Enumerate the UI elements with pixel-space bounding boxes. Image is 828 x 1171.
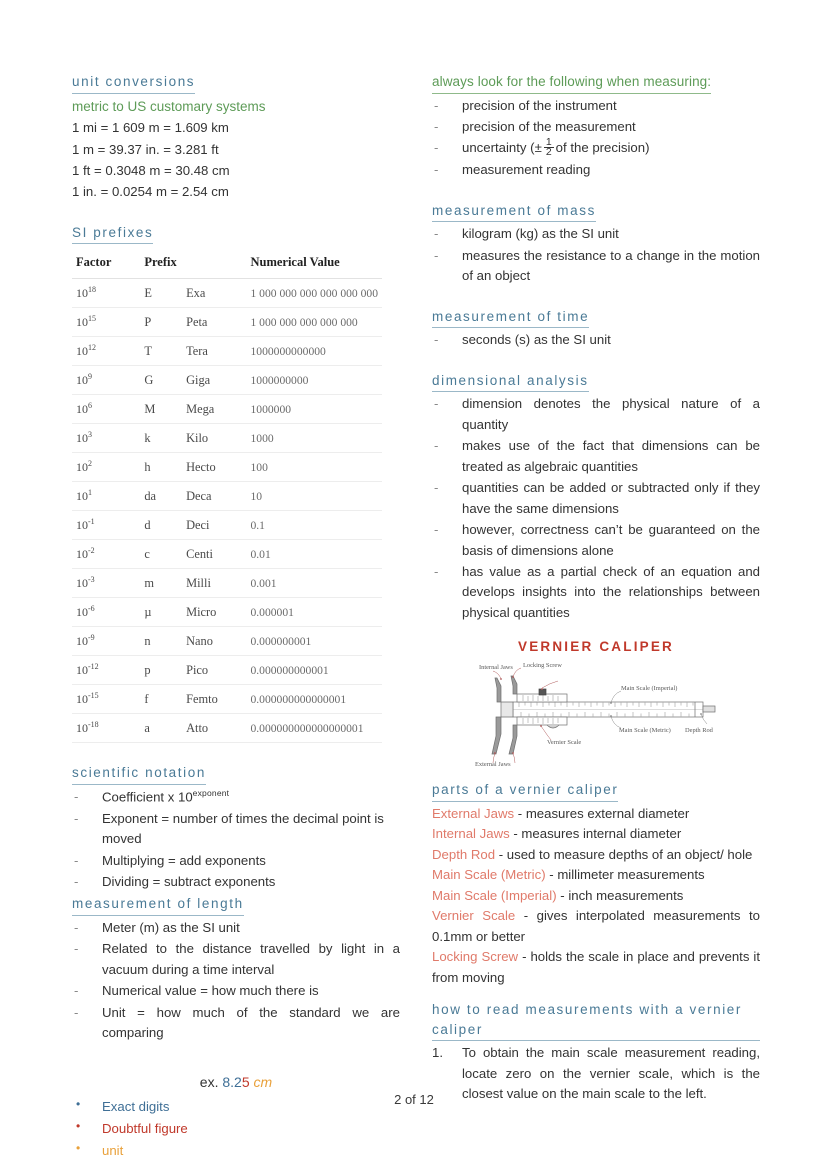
example-unit: cm (249, 1073, 273, 1090)
cell-symbol: k (140, 424, 182, 453)
cell-factor: $10^{-3}$ (72, 569, 140, 598)
table-row (72, 685, 382, 714)
list-item: - makes use of the fact that dimensions can be treated as algebraic quantities (432, 436, 760, 477)
cell-numerical-value: 0.01 (246, 540, 382, 569)
cell-numerical-value: 1000 (246, 424, 382, 453)
legend-item-exact-digits: • Exact digits (72, 1096, 400, 1117)
cell-symbol: m (140, 569, 182, 598)
cell-factor: $10^{-12}$ (72, 656, 140, 685)
heading-measurement-of-mass: measurement of mass (432, 201, 596, 223)
part-name: Depth Rod (432, 846, 496, 862)
list-item: - Numerical value = how much there is (72, 981, 400, 1001)
list-item: - precision of the measurement (432, 117, 760, 137)
cell-factor: $10^9$ (72, 366, 140, 395)
part-entry (432, 824, 760, 844)
section-si-prefixes (72, 223, 400, 744)
part-description: - millimeter measurements (545, 867, 705, 883)
list-item: - measures the resistance to a change in the motion of an object (432, 246, 760, 287)
table-row (72, 569, 382, 598)
scientific-notation-list (72, 787, 400, 893)
uncertainty-suffix: of the precision) (555, 140, 650, 156)
cell-prefix: Pico (182, 656, 246, 685)
cell-numerical-value: 0.000000000000000001 (246, 714, 382, 743)
part-name: Vernier Scale (432, 908, 516, 924)
cell-numerical-value: 0.001 (246, 569, 382, 598)
cell-factor: $10^1$ (72, 482, 140, 511)
example-measurement (72, 1074, 400, 1090)
part-entry (432, 886, 760, 906)
two-column-layout (72, 72, 760, 1162)
cell-symbol: d (140, 511, 182, 540)
cell-prefix: Atto (182, 714, 246, 743)
list-item-uncertainty (432, 135, 760, 159)
cell-numerical-value: 0.000000001 (246, 627, 382, 656)
part-description: - measures internal diameter (509, 826, 682, 842)
cell-factor: $10^{-6}$ (72, 598, 140, 627)
always-look-list (432, 96, 760, 181)
list-item: - kilogram (kg) as the SI unit (432, 224, 760, 244)
fraction-numerator: 1 (545, 135, 552, 148)
cell-numerical-value: 1 000 000 000 000 000 000 (246, 279, 382, 308)
list-item: - Related to the distance travelled by light in a vacuum during a time interval (72, 939, 400, 980)
part-description: - inch measurements (556, 887, 684, 903)
section-parts-of-vernier-caliper (432, 780, 760, 988)
list-item: - quantities can be added or subtracted only if they have the same dimensions (432, 478, 760, 519)
spacer (72, 205, 400, 223)
cell-symbol: f (140, 685, 182, 714)
heading-measurement-of-time: measurement of time (432, 307, 589, 329)
fraction-denominator: 2 (545, 146, 552, 159)
conversion-line: 1 ft = 0.3048 m = 30.48 cm (72, 162, 230, 178)
section-always-look-for (432, 72, 760, 181)
caliper-label-internal-jaws: Internal Jaws (479, 664, 513, 672)
cell-symbol: a (140, 714, 182, 743)
part-entry (432, 865, 760, 885)
example-doubtful-figure: 5 (241, 1073, 250, 1090)
part-entry (432, 804, 760, 824)
part-entry (432, 845, 760, 865)
cell-prefix: Tera (182, 337, 246, 366)
list-item: - however, correctness can’t be guaranteed on the basis of dimensions alone (432, 520, 760, 561)
list-item: - has value as a partial check of an equation and develops insights into the relationships between physical quantities (432, 562, 760, 623)
cell-numerical-value: 10 (246, 482, 382, 511)
subheading-metric-to-us: metric to US customary systems (72, 98, 266, 114)
section-dimensional-analysis (432, 371, 760, 624)
heading-unit-conversions: unit conversions (72, 72, 195, 94)
column-header-numerical-value: Numerical Value (246, 252, 382, 279)
page-footer: 2 of 12 (394, 1092, 434, 1107)
part-entry (432, 947, 760, 988)
spacer (432, 183, 760, 201)
caliper-label-main-scale-metric: Main Scale (Metric) (619, 727, 671, 735)
cell-factor: $10^{-15}$ (72, 685, 140, 714)
cell-numerical-value: 1000000 (246, 395, 382, 424)
cell-symbol: p (140, 656, 182, 685)
list-item: To obtain the main scale measurement reading, locate zero on the vernier scale, which is the closest value on the main scale to the left. (462, 1045, 760, 1102)
column-header-prefix: Prefix (140, 252, 182, 279)
cell-factor: $10^2$ (72, 453, 140, 482)
list-item: - Exponent = number of times the decimal point is moved (72, 809, 400, 850)
measurement-of-mass-list (432, 224, 760, 286)
list-item: - Meter (m) as the SI unit (72, 918, 400, 938)
caliper-illustration (471, 662, 721, 770)
si-prefixes-table (72, 252, 382, 743)
right-column (432, 72, 760, 1162)
heading-parts-of-vernier-caliper: parts of a vernier caliper (432, 780, 618, 802)
part-name: Main Scale (Imperial) (432, 887, 557, 903)
spacer (72, 745, 400, 763)
caliper-label-vernier-scale: Vernier Scale (547, 739, 582, 747)
vernier-caliper-diagram (432, 662, 760, 770)
heading-si-prefixes: SI prefixes (72, 223, 153, 245)
coefficient-text: Coefficient x 10 (102, 789, 193, 805)
cell-factor: $10^{12}$ (72, 337, 140, 366)
si-table-body (72, 279, 382, 743)
list-item: - dimension denotes the physical nature of a quantity (432, 394, 760, 435)
list-item: - measurement reading (432, 160, 760, 180)
cell-factor: $10^{15}$ (72, 308, 140, 337)
cell-numerical-value: 1 000 000 000 000 000 (246, 308, 382, 337)
cell-prefix: Femto (182, 685, 246, 714)
heading-scientific-notation: scientific notation (72, 763, 206, 785)
exponent-superscript: exponent (192, 787, 230, 798)
part-description: - gives interpolated measurements to 0.1mm or better (432, 908, 761, 944)
column-header-prefix-name (182, 252, 246, 279)
cell-factor: $10^3$ (72, 424, 140, 453)
cell-numerical-value: 1000000000 (246, 366, 382, 395)
cell-symbol: n (140, 627, 182, 656)
cell-factor: $10^{-18}$ (72, 714, 140, 743)
cell-numerical-value: 0.000000000001 (246, 656, 382, 685)
section-measurement-of-mass (432, 201, 760, 287)
cell-symbol: c (140, 540, 182, 569)
cell-symbol: E (140, 279, 182, 308)
cell-prefix: Centi (182, 540, 246, 569)
section-measurement-of-length (72, 894, 400, 1043)
cell-prefix: Nano (182, 627, 246, 656)
cell-symbol: da (140, 482, 182, 511)
caliper-label-depth-rod: Depth Rod (685, 727, 713, 735)
table-row (72, 540, 382, 569)
example-exact-digits: 8.2 (222, 1073, 242, 1090)
fraction-one-half (544, 135, 554, 159)
left-column (72, 72, 400, 1162)
cell-prefix: Deci (182, 511, 246, 540)
table-row (72, 279, 382, 308)
section-scientific-notation (72, 763, 400, 892)
cell-factor: $10^{18}$ (72, 279, 140, 308)
cell-factor: $10^{-2}$ (72, 540, 140, 569)
part-name: Locking Screw (432, 949, 519, 965)
table-row (72, 453, 382, 482)
cell-prefix: Mega (182, 395, 246, 424)
section-measurement-of-time (432, 307, 760, 351)
part-name: External Jaws (432, 805, 515, 821)
cell-prefix: Micro (182, 598, 246, 627)
cell-symbol: µ (140, 598, 182, 627)
heading-always-look-for: always look for the following when measuring: (432, 72, 711, 94)
conversion-line: 1 in. = 0.0254 m = 2.54 cm (72, 184, 229, 200)
part-name: Main Scale (Metric) (432, 867, 546, 883)
table-row (72, 714, 382, 743)
part-entry (432, 906, 760, 947)
cell-numerical-value: 100 (246, 453, 382, 482)
caliper-label-external-jaws: External Jaws (475, 761, 511, 769)
table-row (72, 511, 382, 540)
heading-dimensional-analysis: dimensional analysis (432, 371, 589, 393)
cell-factor: $10^6$ (72, 395, 140, 424)
part-description: - used to measure depths of an object/ hole (495, 846, 753, 862)
section-how-to-read (432, 1000, 760, 1104)
heading-how-to-read: how to read measurements with a vernier caliper (432, 1000, 760, 1041)
cell-prefix: Hecto (182, 453, 246, 482)
table-row (72, 598, 382, 627)
cell-numerical-value: 0.000001 (246, 598, 382, 627)
table-row (72, 482, 382, 511)
cell-prefix: Exa (182, 279, 246, 308)
cell-prefix: Deca (182, 482, 246, 511)
caliper-label-locking-screw: Locking Screw (523, 662, 562, 670)
table-row (72, 366, 382, 395)
cell-symbol: G (140, 366, 182, 395)
cell-numerical-value: 0.000000000000001 (246, 685, 382, 714)
column-header-factor: Factor (72, 252, 140, 279)
part-description: - measures external diameter (514, 805, 690, 821)
table-row (72, 337, 382, 366)
list-item: - precision of the instrument (432, 96, 760, 116)
part-name: Internal Jaws (432, 826, 510, 842)
list-item (72, 787, 400, 808)
cell-symbol: P (140, 308, 182, 337)
list-item: - seconds (s) as the SI unit (432, 330, 760, 350)
cell-factor: $10^{-1}$ (72, 511, 140, 540)
cell-numerical-value: 1000000000000 (246, 337, 382, 366)
dimensional-analysis-list (432, 394, 760, 623)
list-item: - Multiplying = add exponents (72, 851, 400, 871)
uncertainty-prefix: uncertainty (± (462, 140, 542, 156)
table-row (72, 395, 382, 424)
measurement-of-time-list (432, 330, 760, 350)
cell-numerical-value: 0.1 (246, 511, 382, 540)
cell-symbol: M (140, 395, 182, 424)
section-unit-conversions (72, 72, 400, 203)
legend-item-doubtful-figure: • Doubtful figure (72, 1118, 400, 1139)
measurement-of-length-list (72, 918, 400, 1044)
legend-item-unit: • unit (72, 1140, 400, 1161)
spacer (432, 990, 760, 1000)
spacer (432, 353, 760, 371)
part-description: - holds the scale in place and prevents it from moving (432, 949, 760, 985)
table-row (72, 424, 382, 453)
spacer (432, 289, 760, 307)
conversion-line: 1 m = 39.37 in. = 3.281 ft (72, 141, 219, 157)
table-row (72, 656, 382, 685)
cell-prefix: Giga (182, 366, 246, 395)
table-row (72, 308, 382, 337)
cell-prefix: Milli (182, 569, 246, 598)
example-prefix-label: ex. (199, 1073, 223, 1090)
vernier-caliper-title: VERNIER CALIPER (517, 639, 675, 655)
cell-symbol: h (140, 453, 182, 482)
caliper-label-main-scale-imperial: Main Scale (Imperial) (621, 685, 678, 693)
list-item: - Unit = how much of the standard we are comparing (72, 1003, 400, 1044)
cell-prefix: Peta (182, 308, 246, 337)
cell-symbol: T (140, 337, 182, 366)
heading-measurement-of-length: measurement of length (72, 894, 244, 916)
conversion-line: 1 mi = 1 609 m = 1.609 km (72, 120, 229, 136)
table-row (72, 627, 382, 656)
cell-factor: $10^{-9}$ (72, 627, 140, 656)
cell-prefix: Kilo (182, 424, 246, 453)
parts-list (432, 804, 760, 988)
list-item: - Dividing = subtract exponents (72, 872, 400, 892)
table-header-row (72, 252, 382, 279)
